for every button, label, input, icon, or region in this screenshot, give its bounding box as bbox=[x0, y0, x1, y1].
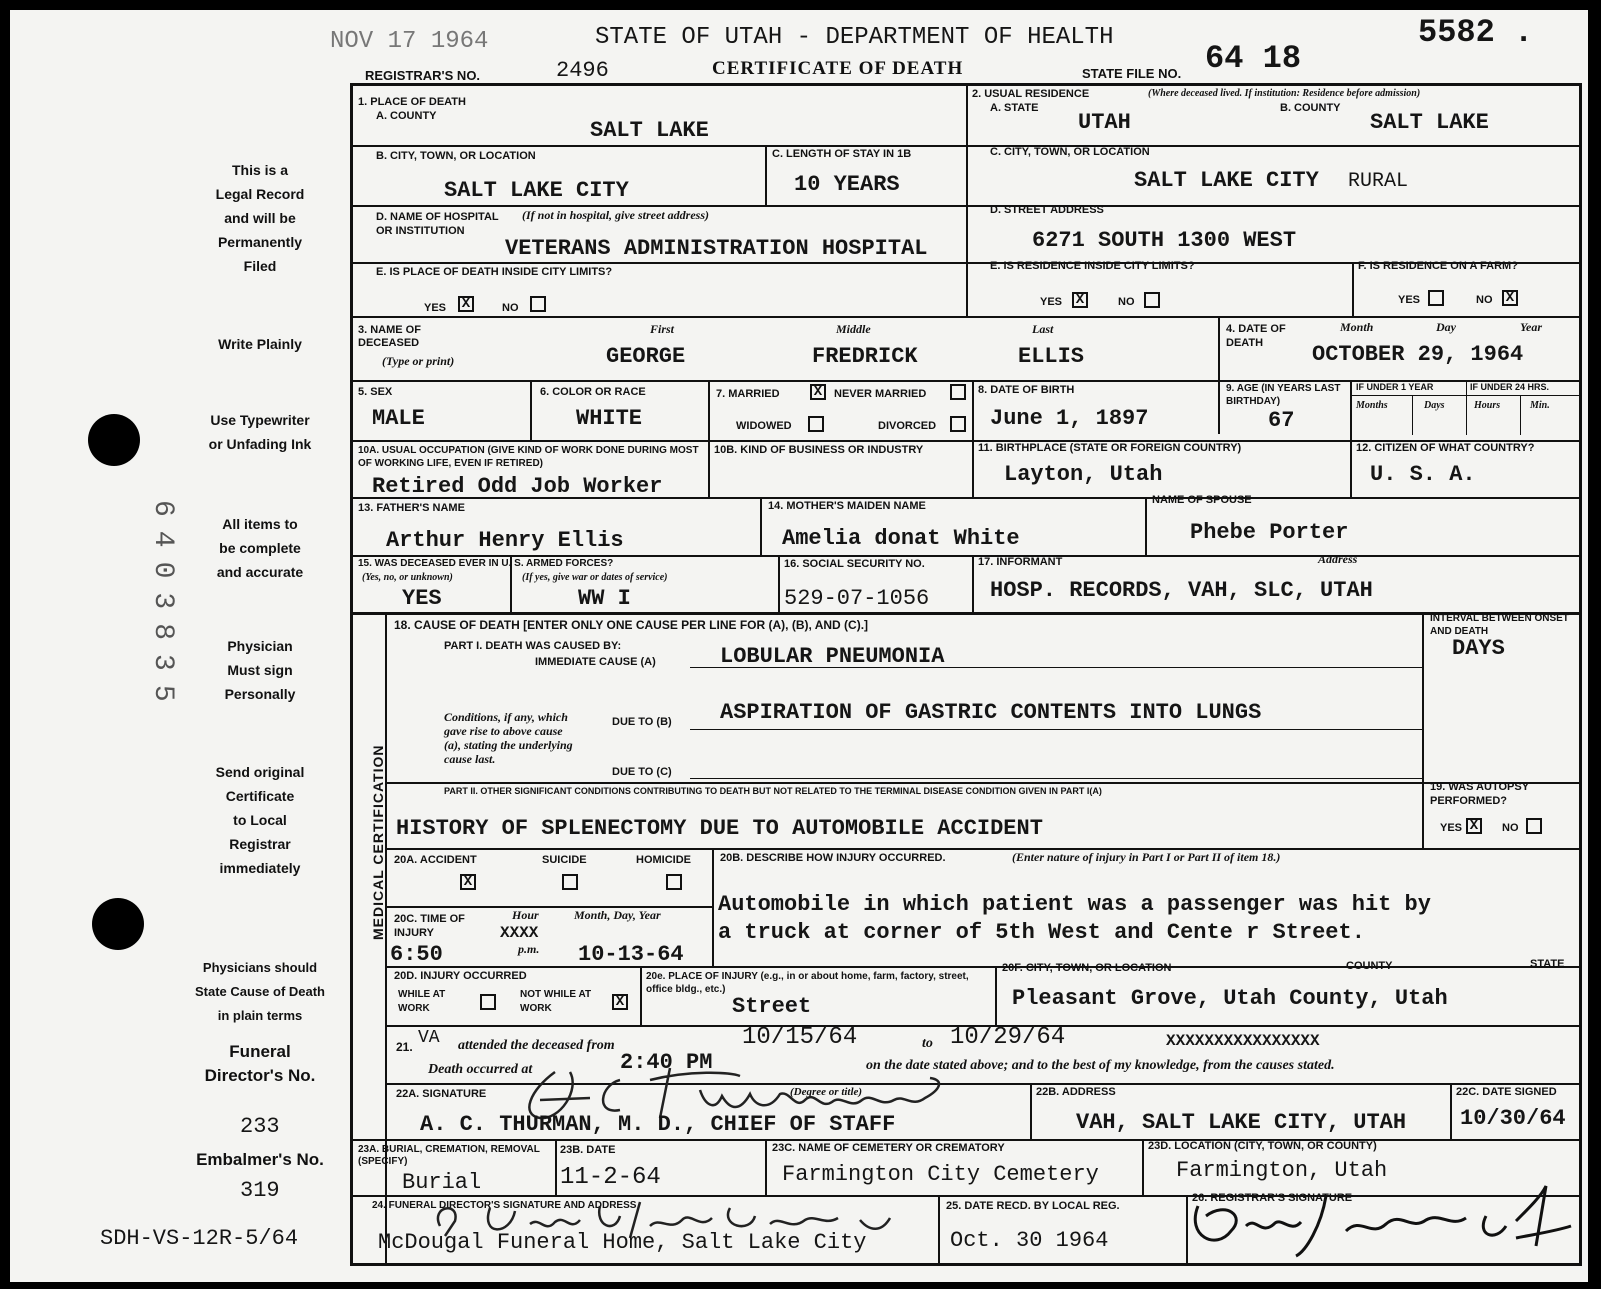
grid-line bbox=[1030, 1083, 1032, 1139]
sex-label: 5. SEX bbox=[358, 386, 393, 398]
grid-line bbox=[690, 778, 1422, 779]
signer-name: A. C. THURMAN, M. D., CHIEF OF STAFF bbox=[420, 1112, 896, 1137]
min-label: Min. bbox=[1530, 400, 1550, 411]
business-label: 10B. KIND OF BUSINESS OR INDUSTRY bbox=[714, 444, 924, 456]
divorced-label: DIVORCED bbox=[878, 420, 937, 432]
physician-sign-note: Physician Must sign Personally bbox=[224, 638, 296, 702]
birthplace: Layton, Utah bbox=[1004, 462, 1163, 487]
residence-state: UTAH bbox=[1078, 110, 1131, 135]
certifier-va: VA bbox=[418, 1028, 440, 1048]
burial-date: 11-2-64 bbox=[560, 1164, 661, 1191]
cemetery-location: Farmington, Utah bbox=[1176, 1158, 1388, 1183]
grid-line bbox=[760, 497, 762, 555]
date-of-death: OCTOBER 29, 1964 bbox=[1312, 342, 1524, 367]
mother-label: 14. MOTHER'S MAIDEN NAME bbox=[768, 500, 926, 512]
armed-forces-label: 15. WAS DECEASED EVER IN U. S. ARMED FORCES? bbox=[358, 558, 614, 569]
punch-hole-top bbox=[88, 414, 140, 466]
accident-label: 20A. ACCIDENT bbox=[394, 854, 477, 866]
grid-line bbox=[972, 380, 974, 497]
informant: HOSP. RECORDS, VAH, SLC, UTAH bbox=[990, 578, 1373, 603]
grid-line bbox=[1466, 380, 1467, 435]
birthplace-label: 11. BIRTHPLACE (STATE OR FOREIGN COUNTRY) bbox=[978, 442, 1242, 454]
cemetery: Farmington City Cemetery bbox=[782, 1162, 1099, 1187]
citizen-label: 12. CITIZEN OF WHAT COUNTRY? bbox=[1356, 442, 1535, 454]
name-label: 3. NAME OF DECEASED bbox=[358, 324, 421, 349]
occupation: Retired Odd Job Worker bbox=[372, 474, 663, 499]
mdy-label: Month, Day, Year bbox=[574, 908, 661, 922]
residence-inside-yes-label: YES bbox=[1040, 296, 1063, 308]
funeral-director-no: 233 bbox=[240, 1114, 280, 1139]
death-county-label: A. COUNTY bbox=[376, 110, 437, 122]
hospital-name: VETERANS ADMINISTRATION HOSPITAL bbox=[505, 236, 928, 261]
microfilm-number: 6403835 bbox=[147, 500, 178, 716]
injury-description-2: a truck at corner of 5th West and Cente r Street. bbox=[718, 920, 1365, 945]
grid-line bbox=[765, 1139, 767, 1195]
burial-date-label: 23B. DATE bbox=[560, 1144, 616, 1156]
never-married-label: NEVER MARRIED bbox=[834, 388, 927, 400]
race-label: 6. COLOR OR RACE bbox=[540, 386, 646, 398]
father-label: 13. FATHER'S NAME bbox=[358, 502, 465, 514]
armed-forces: YES bbox=[402, 586, 442, 611]
cause-of-death-label: 18. CAUSE OF DEATH [ENTER ONLY ONE CAUSE PER LINE FOR (A), (B), AND (C).] bbox=[394, 618, 869, 632]
name-note: (Type or print) bbox=[382, 354, 455, 368]
date-signed: 10/30/64 bbox=[1460, 1106, 1566, 1131]
form-number: SDH-VS-12R-5/64 bbox=[100, 1226, 299, 1251]
grid-line bbox=[708, 380, 710, 497]
signature-label: 22A. SIGNATURE bbox=[396, 1088, 487, 1100]
date-stamp: NOV 17 1964 bbox=[330, 28, 489, 55]
usual-residence-label: 2. USUAL RESIDENCE bbox=[972, 88, 1090, 100]
while-at-work-checkbox[interactable] bbox=[480, 994, 496, 1010]
department-heading: STATE OF UTAH - DEPARTMENT OF HEALTH bbox=[595, 24, 1114, 51]
injury-description-1: Automobile in which patient was a passenger was hit by bbox=[718, 892, 1431, 917]
accident-checkbox[interactable]: X bbox=[460, 874, 476, 890]
armed-forces-note: (Yes, no, or unknown) bbox=[362, 572, 453, 583]
place-of-injury-label: 20e. PLACE OF INJURY (e.g., in or about home, farm, factory, street, office bldg., etc.) bbox=[646, 971, 969, 995]
last-name-label: Last bbox=[1032, 322, 1054, 336]
date-of-birth: June 1, 1897 bbox=[990, 406, 1149, 431]
cemetery-location-label: 23D. LOCATION (CITY, TOWN, OR COUNTY) bbox=[1148, 1140, 1377, 1152]
suicide-label: SUICIDE bbox=[542, 854, 587, 866]
attended-to: 10/29/64 bbox=[950, 1024, 1066, 1051]
street-address: 6271 SOUTH 1300 WEST bbox=[1032, 228, 1297, 253]
state-file-no: 64 18 bbox=[1205, 40, 1302, 77]
war-service-note: (If yes, give war or dates of service) bbox=[522, 572, 668, 583]
interval: DAYS bbox=[1452, 636, 1505, 661]
residence-county: SALT LAKE bbox=[1370, 110, 1489, 135]
suicide-checkbox[interactable] bbox=[562, 874, 578, 890]
residence-city-label: C. CITY, TOWN, OR LOCATION bbox=[990, 146, 1150, 158]
grid-line bbox=[385, 966, 1580, 968]
grid-line bbox=[530, 380, 532, 440]
describe-injury-label: 20B. DESCRIBE HOW INJURY OCCURRED. bbox=[720, 852, 946, 864]
autopsy-no-checkbox[interactable] bbox=[1526, 818, 1542, 834]
registrar-no-label: REGISTRAR'S NO. bbox=[365, 68, 481, 83]
grid-line bbox=[640, 966, 642, 1026]
date-received: Oct. 30 1964 bbox=[950, 1228, 1109, 1253]
time-of-injury: 6:50 bbox=[390, 942, 443, 967]
part-2-conditions: HISTORY OF SPLENECTOMY DUE TO AUTOMOBILE ACCIDENT bbox=[396, 816, 1043, 841]
legal-record-note: This is a Legal Record and will be Permanently Filed bbox=[215, 162, 305, 274]
disposition-label: 23A. BURIAL, CREMATION, REMOVAL (SPECIFY) bbox=[358, 1144, 540, 1167]
grid-line bbox=[966, 85, 968, 317]
months-label: Months bbox=[1356, 400, 1388, 411]
grid-line bbox=[1422, 614, 1424, 850]
sex: MALE bbox=[372, 406, 425, 431]
date-of-death-label: 4. DATE OF DEATH bbox=[1226, 323, 1286, 349]
funeral-home: McDougal Funeral Home, Salt Lake City bbox=[378, 1230, 867, 1255]
embalmer-label: Embalmer's No. bbox=[196, 1150, 324, 1169]
injury-occurred-label: 20D. INJURY OCCURRED bbox=[394, 970, 527, 982]
pm-label: p.m. bbox=[518, 942, 540, 956]
first-name-label: First bbox=[650, 322, 675, 336]
interval-label: INTERVAL BETWEEN ONSET AND DEATH bbox=[1430, 613, 1569, 637]
grid-line bbox=[1350, 395, 1580, 396]
date-signed-label: 22C. DATE SIGNED bbox=[1456, 1086, 1557, 1098]
widowed-label: WIDOWED bbox=[736, 420, 792, 432]
residence-inside-no-checkbox[interactable] bbox=[1144, 292, 1160, 308]
residence-note: (Where deceased lived. If institution: Residence before admission) bbox=[1148, 88, 1421, 99]
date-received-label: 25. DATE RECD. BY LOCAL REG. bbox=[946, 1200, 1120, 1212]
street-address-label: D. STREET ADDRESS bbox=[990, 204, 1104, 216]
middle-name: FREDRICK bbox=[812, 344, 918, 369]
year-label: Year bbox=[1520, 320, 1542, 334]
spouse-name: Phebe Porter bbox=[1190, 520, 1349, 545]
days-label: Days bbox=[1424, 400, 1445, 411]
write-plainly-note: Write Plainly bbox=[218, 336, 302, 352]
funeral-director-label: Funeral Director's No. bbox=[204, 1042, 316, 1085]
grid-line bbox=[1350, 380, 1352, 497]
hospital-note: (If not in hospital, give street address) bbox=[522, 208, 710, 222]
grid-line bbox=[385, 782, 1580, 784]
part-2-label: PART II. OTHER SIGNIFICANT CONDITIONS CONTRIBUTING TO DEATH BUT NOT RELATED TO THE TERMINAL DISEASE CONDITION GIVEN IN PART I(A) bbox=[444, 786, 1102, 796]
registrar-no: 2496 bbox=[556, 58, 609, 83]
signer-address-label: 22B. ADDRESS bbox=[1036, 1086, 1116, 1098]
grid-line bbox=[1520, 395, 1521, 435]
not-while-at-work-checkbox[interactable]: X bbox=[612, 994, 628, 1010]
inside-city-no-checkbox[interactable] bbox=[530, 296, 546, 312]
send-original-note: Send original Certificate to Local Registrar immediately bbox=[215, 764, 305, 876]
inside-city-yes-label: YES bbox=[424, 302, 447, 314]
middle-name-label: Middle bbox=[836, 322, 871, 336]
part-1-label: PART I. DEATH WAS CAUSED BY: bbox=[444, 640, 622, 652]
funeral-director-signature-label: 24. FUNERAL DIRECTOR'S SIGNATURE AND ADDRESS bbox=[372, 1200, 637, 1211]
registrar-signature bbox=[1186, 1176, 1576, 1266]
grid-line bbox=[712, 848, 714, 966]
residence-rural: RURAL bbox=[1348, 170, 1409, 193]
informant-label: 17. INFORMANT bbox=[978, 556, 1063, 568]
grid-line bbox=[1579, 83, 1582, 1265]
physicians-state-note: Physicians should State Cause of Death in plain terms bbox=[194, 960, 326, 1023]
first-name: GEORGE bbox=[606, 344, 686, 369]
hospital-label: D. NAME OF HOSPITAL OR INSTITUTION bbox=[376, 211, 499, 237]
date-of-birth-label: 8. DATE OF BIRTH bbox=[978, 384, 1075, 396]
attended-label: attended the deceased from bbox=[458, 1038, 615, 1053]
am-pm-struck: XXXX bbox=[500, 924, 539, 942]
grid-line bbox=[352, 316, 1580, 318]
death-occurred-label: Death occurred at bbox=[428, 1062, 533, 1077]
disposition: Burial bbox=[402, 1170, 482, 1195]
medical-certification-label: MEDICAL CERTIFICATION bbox=[370, 744, 386, 940]
married-checkbox[interactable]: X bbox=[810, 384, 826, 400]
certification-statement: on the date stated above; and to the best of my knowledge, from the causes stated. bbox=[866, 1058, 1335, 1073]
corner-number: 5582 . bbox=[1418, 14, 1534, 51]
injury-location: Pleasant Grove, Utah County, Utah bbox=[1012, 986, 1448, 1011]
grid-line bbox=[1412, 395, 1413, 435]
residence-inside-label: E. IS RESIDENCE INSIDE CITY LIMITS? bbox=[990, 260, 1195, 272]
war-service: WW I bbox=[578, 586, 631, 611]
embalmer-no: 319 bbox=[240, 1178, 280, 1203]
grid-line bbox=[972, 555, 974, 613]
homicide-label: HOMICIDE bbox=[636, 854, 691, 866]
length-of-stay-label: C. LENGTH OF STAY IN 1B bbox=[772, 148, 912, 160]
grid-line bbox=[385, 848, 1580, 850]
grid-line bbox=[350, 83, 1580, 86]
autopsy-label: 19. WAS AUTOPSY PERFORMED? bbox=[1430, 781, 1529, 807]
grid-line bbox=[352, 145, 1580, 147]
grid-line bbox=[690, 729, 1422, 730]
describe-injury-note: (Enter nature of injury in Part I or Part II of item 18.) bbox=[1012, 850, 1281, 864]
residence-inside-yes-checkbox[interactable]: X bbox=[1072, 292, 1088, 308]
homicide-checkbox[interactable] bbox=[666, 874, 682, 890]
due-to-b-label: DUE TO (B) bbox=[612, 716, 672, 728]
attended-from: 10/15/64 bbox=[742, 1024, 858, 1051]
conditions-note: Conditions, if any, which gave rise to above cause (a), stating the underlying cause last. bbox=[444, 710, 573, 766]
grid-line bbox=[350, 83, 353, 1265]
married-label: 7. MARRIED bbox=[716, 388, 780, 400]
farm-no-label: NO bbox=[1476, 294, 1493, 306]
while-at-work-label: WHILE AT WORK bbox=[398, 989, 446, 1014]
death-county: SALT LAKE bbox=[590, 118, 709, 143]
injury-county-label: COUNTY bbox=[1346, 960, 1393, 972]
typewriter-note: Use Typewriter or Unfading Ink bbox=[208, 412, 312, 452]
certification-prefix: 21. bbox=[396, 1040, 413, 1054]
complete-note: All items to be complete and accurate bbox=[216, 516, 304, 580]
grid-line bbox=[385, 906, 712, 908]
race: WHITE bbox=[576, 406, 643, 431]
farm-no-checkbox[interactable]: X bbox=[1502, 290, 1518, 306]
grid-line bbox=[1142, 1139, 1144, 1195]
degree-title-label: (Degree or title) bbox=[790, 1086, 863, 1098]
place-of-injury: Street bbox=[732, 994, 812, 1019]
grid-line bbox=[352, 1139, 1580, 1141]
date-of-injury: 10-13-64 bbox=[578, 942, 684, 967]
grid-line bbox=[995, 966, 997, 1026]
grid-line bbox=[555, 1139, 557, 1195]
ssn-label: 16. SOCIAL SECURITY NO. bbox=[784, 558, 925, 570]
length-of-stay: 10 YEARS bbox=[794, 172, 900, 197]
month-label: Month bbox=[1340, 320, 1374, 334]
informant-address-label: Address bbox=[1318, 552, 1358, 566]
place-of-death-label: 1. PLACE OF DEATH bbox=[358, 96, 466, 108]
to-label: to bbox=[922, 1036, 933, 1051]
never-married-checkbox[interactable] bbox=[950, 384, 966, 400]
ssn: 529-07-1056 bbox=[784, 586, 930, 611]
under-1-year-label: IF UNDER 1 YEAR bbox=[1356, 382, 1434, 392]
struck-text: XXXXXXXXXXXXXXXX bbox=[1166, 1032, 1320, 1050]
grid-line bbox=[352, 612, 1580, 615]
residence-inside-no-label: NO bbox=[1118, 296, 1135, 308]
spouse-label: NAME OF SPOUSE bbox=[1152, 494, 1252, 506]
age-label: 9. AGE (IN YEARS LAST BIRTHDAY) bbox=[1226, 383, 1341, 407]
death-occurred-time: 2:40 PM bbox=[620, 1050, 713, 1075]
grid-line bbox=[1352, 262, 1354, 317]
residence-city: SALT LAKE CITY bbox=[1134, 168, 1319, 193]
signer-address: VAH, SALT LAKE CITY, UTAH bbox=[1076, 1110, 1407, 1135]
inside-city-label: E. IS PLACE OF DEATH INSIDE CITY LIMITS? bbox=[376, 266, 613, 278]
grid-line bbox=[1218, 316, 1220, 434]
certificate-title: CERTIFICATE OF DEATH bbox=[712, 58, 964, 79]
death-city: SALT LAKE CITY bbox=[444, 178, 629, 203]
punch-hole-bottom bbox=[92, 898, 144, 950]
autopsy-no-label: NO bbox=[1502, 822, 1519, 834]
autopsy-yes-checkbox[interactable]: X bbox=[1466, 818, 1482, 834]
state-file-label: STATE FILE NO. bbox=[1082, 66, 1182, 81]
grid-line bbox=[778, 555, 780, 613]
under-24-hrs-label: IF UNDER 24 HRS. bbox=[1470, 382, 1550, 392]
autopsy-yes-label: YES bbox=[1440, 822, 1463, 834]
grid-line bbox=[765, 145, 767, 205]
inside-city-yes-checkbox[interactable]: X bbox=[458, 296, 474, 312]
grid-line bbox=[1145, 497, 1147, 555]
immediate-cause-label: IMMEDIATE CAUSE (A) bbox=[535, 656, 656, 668]
cemetery-label: 23C. NAME OF CEMETERY OR CREMATORY bbox=[772, 1142, 1005, 1154]
last-name: ELLIS bbox=[1018, 344, 1085, 369]
father-name: Arthur Henry Ellis bbox=[386, 528, 624, 553]
due-to-b: ASPIRATION OF GASTRIC CONTENTS INTO LUNGS bbox=[720, 700, 1262, 725]
registrar-signature-label: 26. REGISTRAR'S SIGNATURE bbox=[1192, 1192, 1353, 1204]
citizen: U. S. A. bbox=[1370, 462, 1476, 487]
farm-yes-checkbox[interactable] bbox=[1428, 290, 1444, 306]
injury-state-label: STATE bbox=[1530, 958, 1565, 970]
grid-line bbox=[1450, 1083, 1452, 1139]
inside-city-no-label: NO bbox=[502, 302, 519, 314]
hour-label: Hour bbox=[512, 908, 539, 922]
farm-label: F. IS RESIDENCE ON A FARM? bbox=[1358, 260, 1518, 272]
day-label: Day bbox=[1436, 320, 1456, 334]
hours-label: Hours bbox=[1474, 400, 1501, 411]
due-to-c-label: DUE TO (C) bbox=[612, 766, 672, 778]
death-city-label: B. CITY, TOWN, OR LOCATION bbox=[376, 150, 536, 162]
grid-line bbox=[352, 205, 1580, 207]
not-while-at-work-label: NOT WHILE AT WORK bbox=[520, 989, 592, 1014]
age: 67 bbox=[1268, 408, 1295, 433]
time-of-injury-label: 20C. TIME OF INJURY bbox=[394, 913, 465, 939]
divorced-checkbox[interactable] bbox=[950, 416, 966, 432]
widowed-checkbox[interactable] bbox=[808, 416, 824, 432]
residence-state-label: A. STATE bbox=[990, 102, 1039, 114]
injury-city-label: 20F. CITY, TOWN, OR LOCATION bbox=[1002, 962, 1172, 974]
mother-name: Amelia donat White bbox=[782, 526, 1020, 551]
occupation-label: 10A. USUAL OCCUPATION (GIVE KIND OF WORK DONE DURING MOST OF WORKING LIFE, EVEN IF RETIRED) bbox=[358, 445, 699, 469]
farm-yes-label: YES bbox=[1398, 294, 1421, 306]
grid-line bbox=[352, 555, 1580, 557]
immediate-cause: LOBULAR PNEUMONIA bbox=[720, 644, 945, 669]
residence-county-label: B. COUNTY bbox=[1280, 102, 1341, 114]
